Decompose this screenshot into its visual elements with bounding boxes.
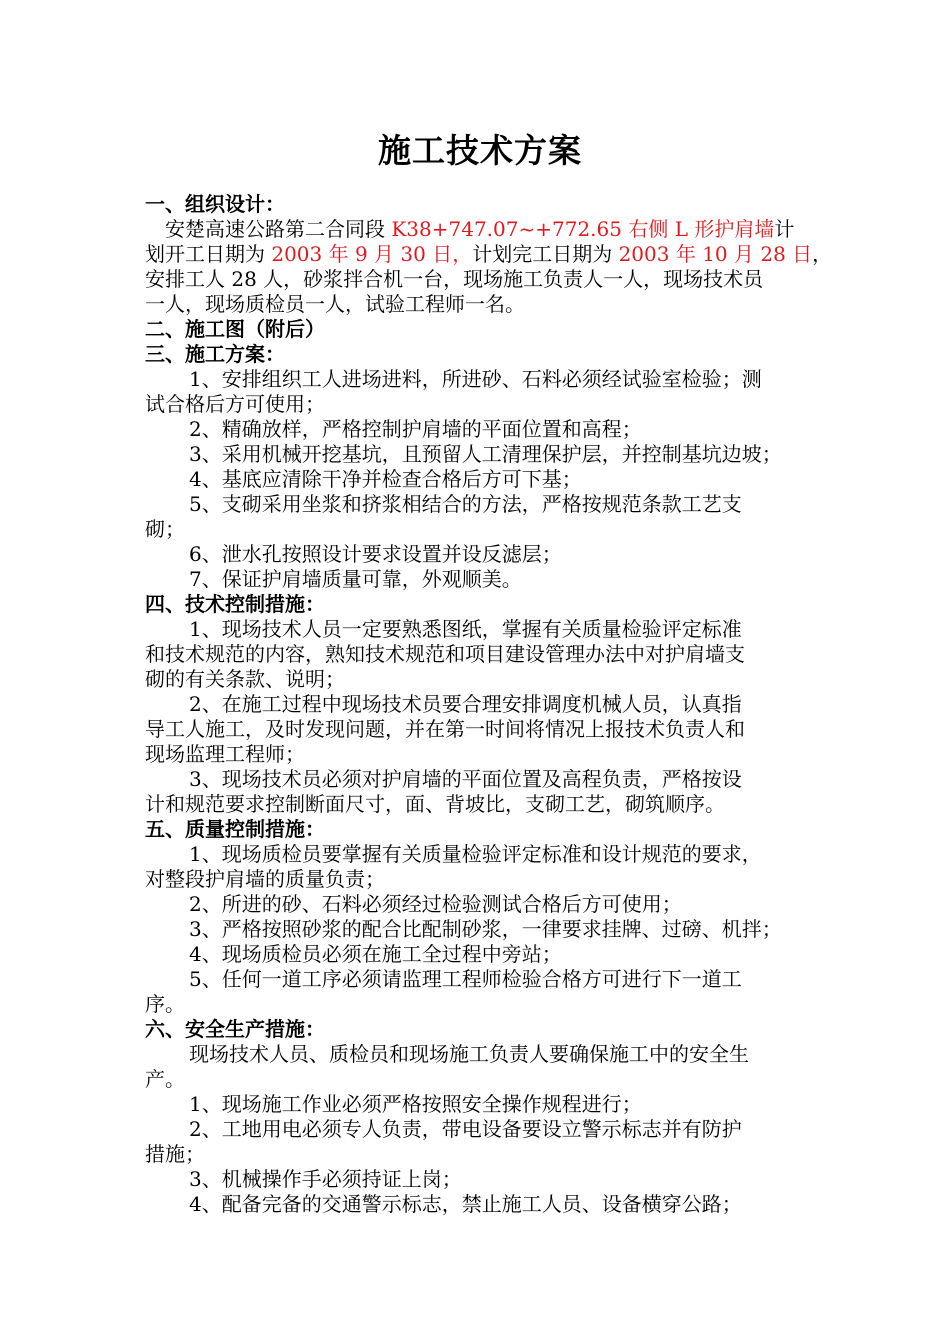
list-item: 5、支砌采用坐浆和挤浆相结合的方法，严格按规范条款工艺支 [189,492,742,516]
list-item: 6、泄水孔按照设计要求设置并设反滤层； [189,542,562,566]
list-item: 5、任何一道工序必须请监理工程师检验合格方可进行下一道工 [189,967,742,991]
paragraph-line: 一人，现场质检员一人，试验工程师一名。 [145,292,525,316]
list-item: 2、所进的砂、石料必须经过检验测试合格后方可使用； [189,892,682,916]
paragraph-line: 现场技术人员、质检员和现场施工负责人要确保施工中的安全生 [189,1042,749,1066]
list-item: 2、在施工过程中现场技术员要合理安排调度机械人员，认真指 [189,692,742,716]
section-heading-safety: 六、安全生产措施： [145,1017,325,1041]
list-item-continuation: 和技术规范的内容，熟知技术规范和项目建设管理办法中对护肩墙支 [145,642,745,666]
list-item-continuation: 砌的有关条款、说明； [145,667,345,691]
text-run: 安楚高速公路第二合同段 [165,217,392,241]
list-item-continuation: 计和规范要求控制断面尺寸，面、背坡比，支砌工艺，砌筑顺序。 [145,792,725,816]
list-item: 1、现场质检员要掌握有关质量检验评定标准和设计规范的要求， [189,842,762,866]
list-item: 3、现场技术员必须对护肩墙的平面位置及高程负责，严格按设 [189,767,742,791]
list-item: 2、精确放样，严格控制护肩墙的平面位置和高程； [189,417,642,441]
paragraph-line [145,217,815,242]
section-heading-quality-control: 五、质量控制措施： [145,817,325,841]
document-page [145,118,833,1217]
paragraph-line [145,242,833,267]
section-heading-technical-control: 四、技术控制措施： [145,592,325,616]
list-item: 4、现场质检员必须在施工全过程中旁站； [189,942,562,966]
section-heading-plan: 三、施工方案： [145,342,285,366]
list-item: 7、保证护肩墙质量可靠，外观顺美。 [189,567,522,591]
list-item: 4、基底应清除干净并检查合格后方可下基； [189,467,582,491]
list-item: 1、现场技术人员一定要熟悉图纸，掌握有关质量检验评定标准 [189,617,742,641]
section-heading-organization: 一、组织设计： [145,192,285,216]
highlighted-text: 2003 年 10 月 28 日 [618,242,813,266]
list-item-continuation: 导工人施工，及时发现问题，并在第一时间将情况上报技术负责人和 [145,717,745,741]
list-item-continuation: 砌； [145,517,185,541]
list-item-continuation: 措施； [145,1142,205,1166]
section-heading-drawings: 二、施工图（附后） [145,317,325,341]
list-item-continuation: 对整段护肩墙的质量负责； [145,867,385,891]
highlighted-text: K38+747.07~+772.65 右侧 L 形护肩墙 [391,217,775,241]
list-item: 2、工地用电必须专人负责，带电设备要设立警示标志并有防护 [189,1117,742,1141]
text-run: 计 [774,217,795,241]
list-item: 1、安排组织工人进场进料，所进砂、石料必须经试验室检验；测 [189,367,762,391]
text-run: ， [812,242,833,266]
list-item: 3、严格按照砂浆的配合比配制砂浆，一律要求挂牌、过磅、机拌； [189,917,782,941]
text-run: 划开工日期为 [145,242,272,266]
document-title: 施工技术方案 [378,131,582,170]
list-item-continuation: 试合格后方可使用； [145,392,325,416]
text-run: 计划完工日期为 [472,242,619,266]
list-item: 4、配备完备的交通警示标志，禁止施工人员、设备横穿公路； [189,1192,742,1216]
paragraph-line: 安排工人 28 人，砂浆拌合机一台，现场施工负责人一人，现场技术员 [145,267,764,291]
list-item-continuation: 现场监理工程师； [145,742,305,766]
paragraph-continuation: 产。 [145,1067,185,1091]
list-item-continuation: 序。 [145,992,185,1016]
list-item: 3、机械操作手必须持证上岗； [189,1167,462,1191]
highlighted-text: 2003 年 9 月 30 日， [271,242,473,266]
list-item: 1、现场施工作业必须严格按照安全操作规程进行； [189,1092,642,1116]
list-item: 3、采用机械开挖基坑，且预留人工清理保护层，并控制基坑边坡； [189,442,782,466]
